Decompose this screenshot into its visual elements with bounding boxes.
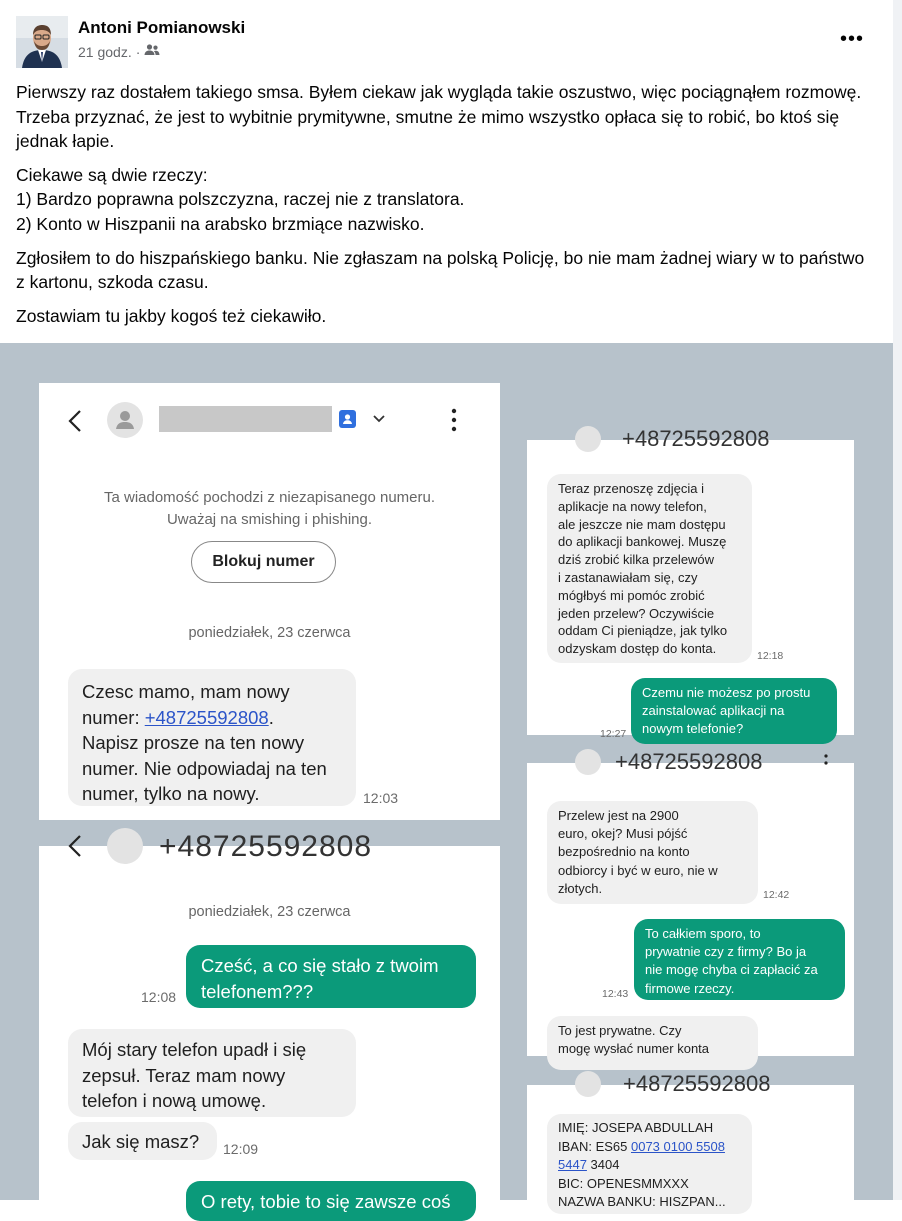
post-paragraph: Pierwszy raz dostałem takiego smsa. Byłem ciekaw jak wygląda takie oszustwo, więc pociągnąłem rozmowę. Trzeba przyznać, że jest to wybitnie prymitywne, smutne że mimo wszystko opłaca się to robić, bo ktoś się jednak łapie. — [16, 82, 862, 152]
conversation-number: +48725592808 — [159, 830, 373, 863]
post-paragraph: 1) Bardzo poprawna polszczyzna, raczej nie z translatora. — [16, 189, 465, 210]
more-options-icon[interactable]: ••• — [839, 28, 864, 50]
post-meta — [78, 43, 160, 60]
message-line — [558, 1138, 741, 1157]
message-line: oddam Ci pieniądze, jak tylko — [558, 623, 728, 639]
message-line: złotych. — [558, 880, 603, 896]
block-number-button[interactable]: Blokuj numer — [191, 541, 336, 583]
post-paragraph: Ciekawe są dwie rzeczy: — [16, 164, 208, 185]
kebab-menu-icon[interactable] — [449, 407, 459, 433]
post-text — [16, 80, 876, 337]
incoming-message[interactable] — [547, 1016, 758, 1070]
incoming-message[interactable] — [547, 1114, 752, 1214]
message-time: 12:43 — [602, 988, 629, 1000]
incoming-message[interactable] — [547, 474, 752, 663]
message-line: Teraz przenoszę zdjęcia i — [558, 481, 704, 496]
outgoing-message[interactable] — [186, 945, 476, 1008]
conversation-number: +48725592808 — [623, 1071, 771, 1096]
message-line: jeden przelew? Oczywiście — [558, 605, 715, 621]
outgoing-message[interactable]: O rety, tobie to się zawsze coś — [186, 1181, 476, 1221]
author-avatar[interactable] — [16, 16, 68, 68]
message-line: numer, tylko na nowy. — [82, 783, 260, 804]
date-separator: poniedziałek, 23 czerwca — [188, 904, 351, 920]
message-time: 12:03 — [363, 790, 399, 806]
message-line: firmowe rzeczy. — [645, 980, 735, 996]
post-header — [16, 14, 876, 70]
post-time[interactable]: 21 godz. — [78, 43, 132, 60]
message-line: To całkiem sporo, to — [645, 926, 761, 941]
message-time: 12:18 — [757, 650, 784, 662]
warning-line: Uważaj na smishing i phishing. — [166, 511, 373, 528]
warning-line: Ta wiadomość pochodzi z niezapisanego numeru. — [103, 489, 436, 506]
message-line: odbiorcy i być w euro, nie w — [558, 862, 718, 878]
screenshot-4 — [527, 749, 854, 1057]
message-line — [82, 705, 342, 731]
message-line: Czesc mamo, mam nowy — [82, 681, 290, 702]
message-text: IBAN: ES65 — [558, 1138, 631, 1154]
screenshot-2 — [39, 830, 500, 1212]
screenshot-5 — [527, 1071, 854, 1209]
page-edge — [893, 0, 902, 1200]
back-arrow-icon — [67, 834, 83, 858]
message-line: telefon i nową umowę. — [82, 1090, 267, 1111]
kebab-menu-icon[interactable] — [823, 753, 829, 773]
incoming-message[interactable] — [68, 669, 356, 806]
message-time: 12:42 — [763, 889, 790, 901]
screenshot-1 — [39, 383, 500, 820]
message-line: Cześć, a co się stało z twoim — [201, 955, 439, 976]
screenshot-3 — [527, 426, 854, 740]
post-paragraph: Zostawiam tu jakby kogoś też ciekawiło. — [16, 305, 327, 326]
message-text: numer: — [82, 706, 145, 728]
message-time: 12:08 — [141, 989, 177, 1005]
incoming-message[interactable] — [547, 801, 758, 904]
message-line: zepsuł. Teraz mam nowy — [82, 1064, 286, 1086]
message-line: dziś zrobić kilka przelewów — [558, 552, 715, 568]
contact-avatar-icon — [107, 402, 143, 438]
message-line: mogę wysłać numer konta — [558, 1041, 710, 1057]
message-time: 12:09 — [223, 1141, 259, 1157]
message-line: NAZWA BANKU: HISZPAN... — [558, 1194, 726, 1209]
message-line: BIC: OPENESMMXXX — [558, 1175, 689, 1191]
message-line: numer. Nie odpowiadaj na ten — [82, 757, 327, 779]
post-image-collage[interactable] — [0, 343, 893, 1212]
message-line: euro, okej? Musi pójść — [558, 826, 688, 842]
message-line: nie mogę chyba ci zapłacić za — [645, 962, 818, 978]
message-line: nowym telefonie? — [642, 720, 744, 736]
friends-audience-icon[interactable] — [144, 43, 160, 60]
redacted-number — [159, 406, 332, 432]
message-line — [558, 1156, 741, 1175]
message-line: Napisz prosze na ten nowy — [82, 732, 305, 753]
contact-avatar-icon — [107, 828, 143, 864]
message-line: telefonem??? — [201, 980, 314, 1002]
back-arrow-icon — [67, 409, 83, 433]
message-line: i zastanawiałam się, czy — [558, 569, 698, 585]
message-line: bezpośrednio na konto — [558, 844, 690, 860]
contact-card-icon[interactable] — [339, 410, 356, 428]
incoming-message[interactable] — [68, 1029, 356, 1117]
iban-link[interactable]: 5447 — [558, 1157, 587, 1172]
message-line: odzyskam dostęp do konta. — [558, 641, 717, 657]
message-line: Czemu nie możesz po prostu — [642, 685, 811, 700]
message-line: Mój stary telefon upadł i się — [82, 1039, 307, 1060]
message-line: mógłbyś mi pomóc zrobić — [558, 587, 705, 603]
post-paragraph: Zgłosiłem to do hiszpańskiego banku. Nie zgłaszam na polską Policję, bo nie mam żadnej wiary w to państwo z kartonu, szkoda czasu. — [16, 247, 865, 293]
message-text: 3404 — [586, 1157, 620, 1172]
contact-avatar-icon — [575, 1071, 601, 1097]
message-line: aplikacje na nowy telefon, — [558, 498, 707, 514]
outgoing-message[interactable] — [631, 678, 837, 744]
outgoing-message[interactable] — [634, 919, 845, 1000]
contact-avatar-icon — [575, 749, 601, 775]
message-line: zainstalować aplikacji na — [642, 702, 785, 718]
post-paragraph: 2) Konto w Hiszpanii na arabsko brzmiące nazwisko. — [16, 213, 425, 234]
conversation-number: +48725592808 — [615, 749, 763, 774]
phone-number-link[interactable]: +48725592808 — [144, 706, 269, 728]
contact-avatar-icon — [575, 426, 601, 452]
message-line: Przelew jest na 2900 — [558, 808, 679, 823]
message-line: ale jeszcze nie mam dostępu — [558, 516, 726, 532]
author-name[interactable]: Antoni Pomianowski — [78, 18, 246, 37]
incoming-message[interactable]: Jak się masz? — [68, 1122, 217, 1160]
message-line: prywatnie czy z firmy? Bo ja — [645, 944, 807, 960]
message-time: 12:27 — [600, 728, 627, 740]
message-line: To jest prywatne. Czy — [558, 1023, 682, 1038]
message-line: IMIĘ: JOSEPA ABDULLAH — [558, 1120, 714, 1135]
date-separator: poniedziałek, 23 czerwca — [188, 625, 351, 641]
message-text: . — [268, 706, 274, 728]
message-line: do aplikacji bankowej. Muszę — [558, 534, 727, 550]
chevron-down-icon[interactable] — [372, 414, 386, 424]
conversation-number: +48725592808 — [622, 426, 770, 451]
meta-separator: · — [135, 43, 141, 60]
unknown-number-warning — [39, 487, 500, 531]
iban-link[interactable]: 0073 0100 5508 — [630, 1138, 725, 1154]
